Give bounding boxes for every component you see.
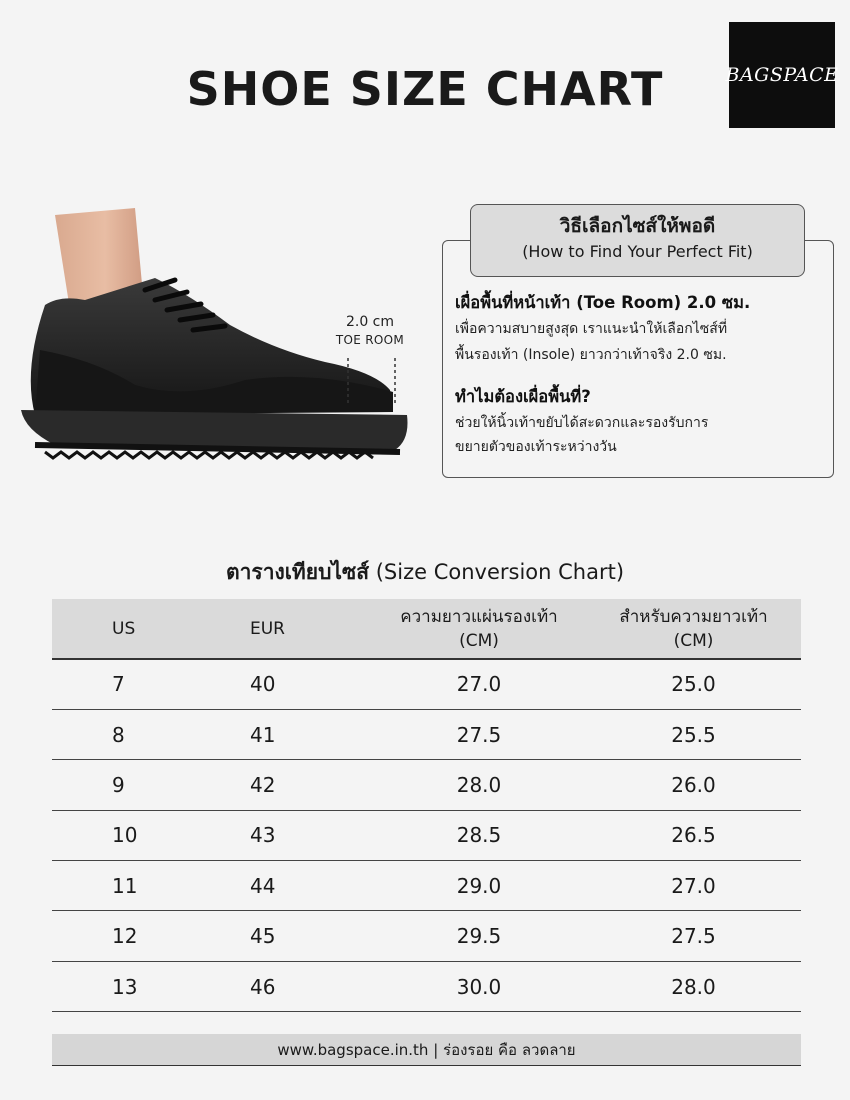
fit-body-1b: พื้นรองเท้า (Insole) ยาวกว่าเท้าจริง 2.0 ซม. xyxy=(455,347,727,363)
page-title: SHOE SIZE CHART xyxy=(186,62,664,116)
header-insole-line1: ความยาวแผ่นรองเท้า xyxy=(400,606,558,627)
cell-eur: 40 xyxy=(212,659,372,709)
cell-us: 8 xyxy=(52,709,212,759)
cell-eur: 41 xyxy=(212,709,372,759)
fit-body-2a: ช่วยให้นิ้วเท้าขยับได้สะดวกและรองรับการ xyxy=(455,415,709,431)
toe-room-caption: TOE ROOM xyxy=(335,333,405,347)
cell-insole: 29.5 xyxy=(372,911,586,961)
cell-insole: 28.5 xyxy=(372,810,586,860)
header-foot-line2: (CM) xyxy=(673,630,714,651)
header-us: US xyxy=(52,599,212,659)
table-title-th: ตารางเทียบไซส์ xyxy=(225,560,370,584)
cell-eur: 43 xyxy=(212,810,372,860)
table-row xyxy=(52,911,801,961)
cell-insole: 27.5 xyxy=(372,709,586,759)
header-eur: EUR xyxy=(212,599,372,659)
table-row xyxy=(52,760,801,810)
table-header-row xyxy=(52,599,801,659)
toe-room-measure: 2.0 cm xyxy=(345,314,395,330)
cell-us: 10 xyxy=(52,810,212,860)
cell-eur: 44 xyxy=(212,861,372,911)
cell-eur: 42 xyxy=(212,760,372,810)
cell-insole: 30.0 xyxy=(372,961,586,1011)
cell-foot: 27.0 xyxy=(586,861,801,911)
cell-foot: 25.0 xyxy=(586,659,801,709)
header-insole-length xyxy=(372,599,586,659)
table-title-en: (Size Conversion Chart) xyxy=(375,560,625,584)
fit-body-2b: ขยายตัวของเท้าระหว่างวัน xyxy=(455,439,617,455)
cell-eur: 46 xyxy=(212,961,372,1011)
cell-insole: 29.0 xyxy=(372,861,586,911)
footer-bar: www.bagspace.in.th | ร่องรอย คือ ลวดลาย xyxy=(52,1034,801,1066)
cell-insole: 28.0 xyxy=(372,760,586,810)
brand-logo: BAGSPACE xyxy=(729,22,835,128)
cell-us: 11 xyxy=(52,861,212,911)
header-insole-line2: (CM) xyxy=(459,630,499,651)
cell-foot: 26.0 xyxy=(586,760,801,810)
fit-guide-title-en: (How to Find Your Perfect Fit) xyxy=(522,242,753,261)
size-conversion-table xyxy=(52,599,801,1012)
cell-foot: 28.0 xyxy=(586,961,801,1011)
fit-guide-title-th: วิธีเลือกไซส์ให้พอดี xyxy=(559,215,716,237)
table-row xyxy=(52,709,801,759)
cell-foot: 27.5 xyxy=(586,911,801,961)
table-row xyxy=(52,810,801,860)
cell-us: 12 xyxy=(52,911,212,961)
fit-guide-title xyxy=(470,204,805,277)
cell-eur: 45 xyxy=(212,911,372,961)
table-title xyxy=(0,556,850,589)
cell-us: 13 xyxy=(52,961,212,1011)
table-row xyxy=(52,961,801,1011)
cell-us: 7 xyxy=(52,659,212,709)
fit-heading-toe-room: เผื่อพื้นที่หน้าเท้า (Toe Room) 2.0 ซม. xyxy=(455,293,751,312)
cell-foot: 25.5 xyxy=(586,709,801,759)
cell-foot: 26.5 xyxy=(586,810,801,860)
header-foot-line1: สำหรับความยาวเท้า xyxy=(619,606,768,627)
table-row xyxy=(52,861,801,911)
cell-insole: 27.0 xyxy=(372,659,586,709)
toe-room-label xyxy=(325,313,415,349)
fit-body-1a: เพื่อความสบายสูงสุด เราแนะนำให้เลือกไซส์ที่ xyxy=(455,321,728,337)
header-foot-length xyxy=(586,599,801,659)
table-row xyxy=(52,659,801,709)
fit-heading-why: ทำไมต้องเผื่อพื้นที่? xyxy=(455,387,591,406)
cell-us: 9 xyxy=(52,760,212,810)
